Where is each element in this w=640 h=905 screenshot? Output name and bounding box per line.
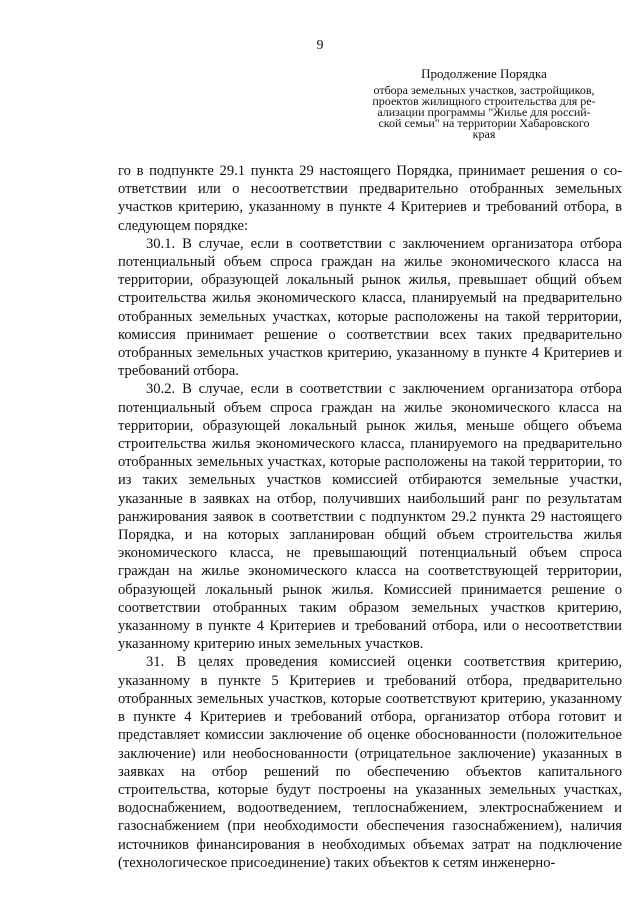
running-header <box>348 66 620 140</box>
header-subtitle: отбора земельных участков, застройщиков, проектов жилищного строительства для ре- ализации программы "Жилье для россий- ской семьи" на территории Хабаровского края <box>372 83 596 141</box>
paragraph-30-2: 30.2. В случае, если в соответствии с заключением организатора отбора потенциальный объем спроса граждан на жилье экономического класса на территории, образующей локальный рынок жилья, меньше общего объема строительства жилья экономического класса, планируемого на предварительно отобранных земельных участках, которые расположены на такой территории, то из таких земельных участков комиссией отбираются земельные участки, указанные в заявках на отбор, получивших наибольший ранг по результатам ранжирования заявок в соответствии с подпунктом 29.2 пункта 29 настоящего Порядка, и на которых запланирован общий объем строительства жилья экономического класса, не превышающий потенциальный объем спроса граждан на жилье экономического класса на соответствующей территории, образующей локальный рынок жилья. Комиссией принимается решение о соответствии отобранных таким образом земельных участков критерию, указанному в пункте 4 Критериев и требований отбора, или о несоответствии указанному критерию иных земельных участков. <box>118 381 622 653</box>
page-number: 9 <box>316 38 324 53</box>
header-title: Продолжение Порядка <box>421 66 547 81</box>
body-text <box>118 162 622 872</box>
paragraph-31: 31. В целях проведения комиссией оценки соответствия критерию, указанному в пункте 5 Критериев и требований отбора, предварительно отобранных земельных участков, которые соответствуют критерию, указанному в пункте 4 Критериев и требований отбора, организатор отбора готовит и представляет комиссии заключение об оценке обоснованности (положительное заключение) или необоснованности (отрицательное заключение) указанных в заявках на отбор решений по обеспечению объектов капитального строительства, которые будут построены на указанных земельных участках, водоснабжением, водоотведением, теплоснабжением, электроснабжением и газоснабжением (при необходимости обеспечения газоснабжением), наличия источников финансирования в необходимых объемах затрат на подключение (технологическое присоединение) таких объектов к сетям инженерно- <box>118 654 622 871</box>
paragraph-30-1: 30.1. В случае, если в соответствии с заключением организатора отбора потенциальный объем спроса граждан на жилье экономического класса на территории, образующей локальный рынок жилья, превышает общий объем строительства жилья экономического класса, планируемый на предварительно отобранных земельных участках, которые расположены на такой территории, комиссия принимает решение о соответствии всех таких предварительно отобранных земельных участков критерию, указанному в пункте 4 Критериев и требований отбора. <box>118 235 622 380</box>
paragraph-continuation: го в подпункте 29.1 пункта 29 настоящего Порядка, принимает решения о со-ответствии или о несоответствии предварительно отобранных земельных участков критерию, указанному в пункте 4 Критериев и требований отбора, в следующем порядке: <box>118 163 622 234</box>
